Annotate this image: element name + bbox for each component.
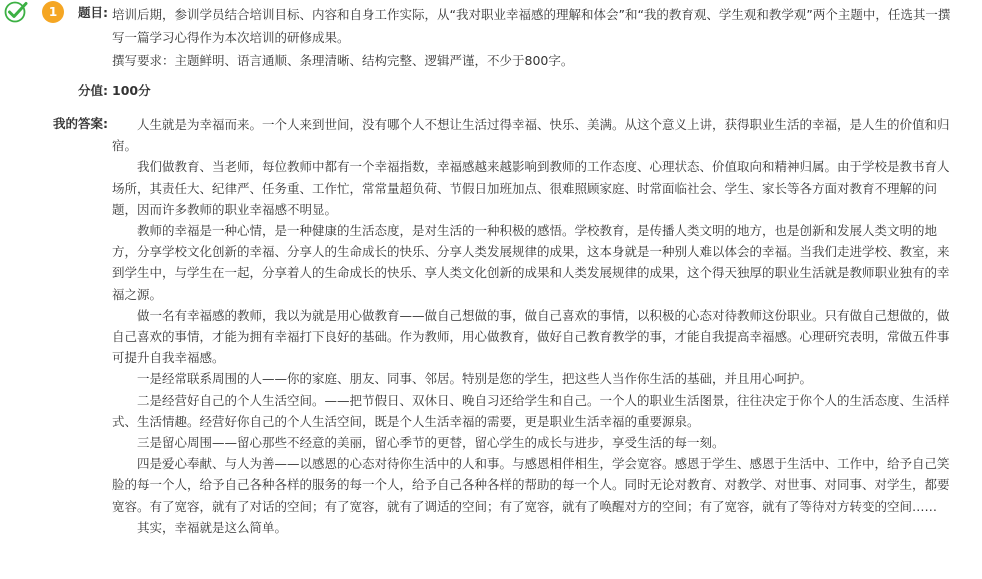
check-circle-icon [4,0,30,24]
question-text [112,3,957,72]
answer-paragraph: 我们做教育、当老师，每位教师中都有一个幸福指数，幸福感越来越影响到教师的工作态度、心理状态、价值取向和精神归属。由于学校是教书育人场所，其责任大、纪律严、任务重、工作忙，常常量超负荷、节假日加班加点、很难照顾家庭、时常面临社会、学生、家长等各方面对教育不理解的问题，因而许多教师的职业幸福感不明显。 [112,159,950,217]
answer-paragraph: 四是爱心奉献、与人为善——以感恩的心态对待你生活中的人和事。与感恩相伴相生，学会宽容。感恩于学生、感恩于生活中、工作中，给予自己笑脸的每一个人，给予自己各种各样的服务的每一个人，给予自己各种各样的帮助的每一个人。同时无论对教育、对教学、对世事、对同事、对学生，都要宽容。有了宽容，就有了对话的空间；有了宽容，就有了调适的空间；有了宽容，就有了唤醒对方的空间；有了宽容，就有了等待对方转变的空间…… [112,456,950,514]
question-prompt: 培训后期，参训学员结合培训目标、内容和自身工作实际，从“我对职业幸福感的理解和体会”和“我的教育观、学生观和教学观”两个主题中，任选其一撰写一篇学习心得作为本次培训的研修成果。 [112,7,951,45]
answer-paragraph: 人生就是为幸福而来。一个人来到世间，没有哪个人不想让生活过得幸福、快乐、美满。从这个意义上讲，获得职业生活的幸福，是人生的价值和归宿。 [112,117,950,154]
answer-paragraph: 二是经营好自己的个人生活空间。——把节假日、双休日、晚自习还给学生和自己。一个人的职业生活图景，往往决定于你个人的生活态度、生活样式、生活情趣。经营好你自己的个人生活空间，既是个人生活幸福的需要，更是职业生活幸福的重要源泉。 [112,392,950,429]
question-title-label: 题目: [78,5,108,20]
answer-paragraph: 三是留心周围——留心那些不经意的美丽，留心季节的更替，留心学生的成长与进步，享受生活的每一刻。 [137,435,725,451]
answer-paragraph: 其实，幸福就是这么简单。 [137,519,288,535]
question-requirement: 撰写要求：主题鲜明、语言通顺、条理清晰、结构完整、逻辑严谨，不少于800字。 [112,53,574,68]
score-label: 分值: [78,83,108,98]
answer-text [112,114,957,538]
answer-label: 我的答案: [53,116,108,131]
question-number-badge: 1 [42,1,64,23]
answer-paragraph: 一是经常联系周围的人——你的家庭、朋友、同事、邻居。特别是您的学生，把这些人当作你生活的基础，并且用心呵护。 [137,371,813,387]
answer-paragraph: 做一名有幸福感的教师，我以为就是用心做教育——做自己想做的事，做自己喜欢的事情，以积极的心态对待教师这份职业。只有做自己想做的，做自己喜欢的事情，才能为拥有幸福打下良好的基础。作为教师，用心做教育，做好自己教育教学的事，才能自我提高幸福感。心理研究表明，常做五件事可提升自我幸福感。 [112,307,950,366]
answer-paragraph: 教师的幸福是一种心情，是一种健康的生活态度，是对生活的一种积极的感悟。学校教育，是传播人类文明的地方，也是创新和发展人类文明的地方，分享学校文化创新的幸福、分享人的生命成长的快乐、分享人类发展规律的成果，这本身就是一种别人难以体会的幸福。当我们走进学校、教室，来到学生中，与学生在一起，分享着人的生命成长的快乐、享人类文化创新的成果和人类发展规律的成果，这个得天独厚的职业生活就是教师职业独有的幸福之源。 [112,223,950,302]
score-value: 100分 [112,83,151,98]
